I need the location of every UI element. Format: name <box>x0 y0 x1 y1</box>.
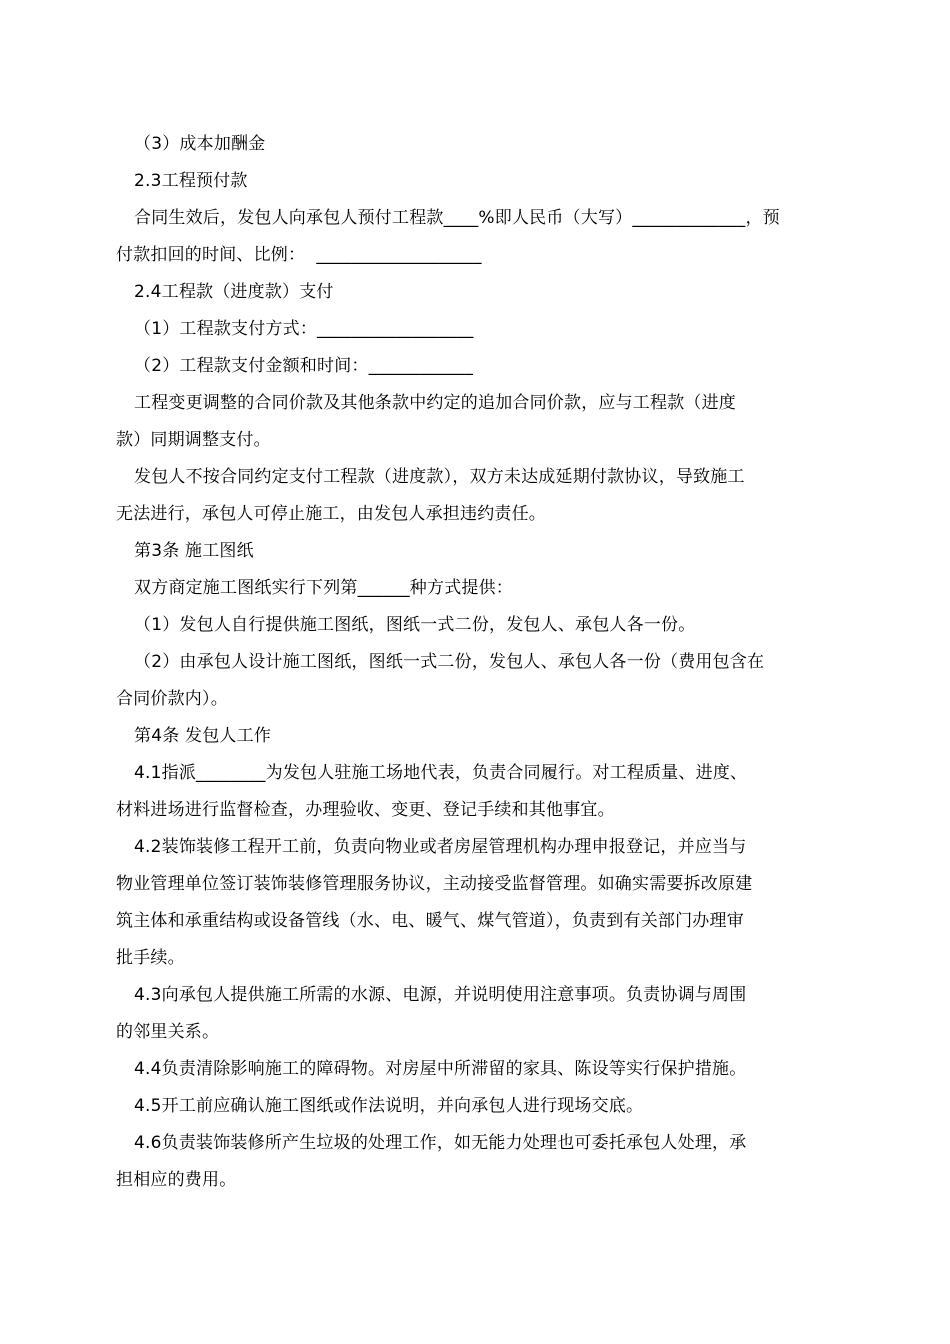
text-line: 合同生效后，发包人向承包人预付工程款____%即人民币（大写）_____________，预 <box>134 208 780 228</box>
text-line: （2）工程款支付金额和时间：____________ <box>134 356 474 376</box>
text-line: （2）由承包人设计施工图纸，图纸一式二份，发包人、承包人各一份（费用包含在 <box>134 652 765 672</box>
text-line: 4.3向承包人提供施工所需的水源、电源，并说明使用注意事项。负责协调与周围 <box>134 985 747 1005</box>
text-line: 担相应的费用。 <box>116 1170 237 1190</box>
text-line: 无法进行，承包人可停止施工，由发包人承担违约责任。 <box>116 504 546 524</box>
text-line: （1）工程款支付方式：__________________ <box>134 319 474 339</box>
text-line: 4.6负责装饰装修所产生垃圾的处理工作，如无能力处理也可委托承包人处理，承 <box>134 1133 747 1153</box>
text-line: 的邻里关系。 <box>116 1022 220 1042</box>
text-line: 批手续。 <box>116 948 185 968</box>
text-line: 第3条 施工图纸 <box>134 541 254 561</box>
text-line: 4.2装饰装修工程开工前，负责向物业或者房屋管理机构办理申报登记，并应当与 <box>134 837 747 857</box>
text-line: 付款扣回的时间、比例： ___________________ <box>116 245 482 265</box>
text-line: 双方商定施工图纸实行下列第______种方式提供： <box>134 578 513 598</box>
text-line: 合同价款内）。 <box>116 689 228 709</box>
text-line: 发包人不按合同约定支付工程款（进度款），双方未达成延期付款协议，导致施工 <box>134 467 745 487</box>
text-line: 材料进场进行监督检查，办理验收、变更、登记手续和其他事宜。 <box>116 800 615 820</box>
text-line: 工程变更调整的合同价款及其他条款中约定的追加合同价款，应与工程款（进度 <box>134 393 736 413</box>
text-line: 物业管理单位签订装饰装修管理服务协议，主动接受监督管理。如确实需要拆改原建 <box>116 874 753 894</box>
text-line: （3）成本加酬金 <box>134 134 266 154</box>
text-line: 2.4工程款（进度款）支付 <box>134 282 334 302</box>
text-line: 第4条 发包人工作 <box>134 726 272 746</box>
text-line: 2.3工程预付款 <box>134 171 248 191</box>
text-line: （1）发包人自行提供施工图纸，图纸一式二份，发包人、承包人各一份。 <box>134 615 696 635</box>
text-line: 4.4负责清除影响施工的障碍物。对房屋中所滞留的家具、陈设等实行保护措施。 <box>134 1059 747 1079</box>
document-body <box>116 126 838 1199</box>
text-line: 筑主体和承重结构或设备管线（水、电、暖气、煤气管道），负责到有关部门办理审 <box>116 911 744 931</box>
text-line: 4.5开工前应确认施工图纸或作法说明，并向承包人进行现场交底。 <box>134 1096 644 1116</box>
text-line: 4.1指派________为发包人驻施工场地代表，负责合同履行。对工程质量、进度、 <box>134 763 748 783</box>
text-line: 款）同期调整支付。 <box>116 430 271 450</box>
